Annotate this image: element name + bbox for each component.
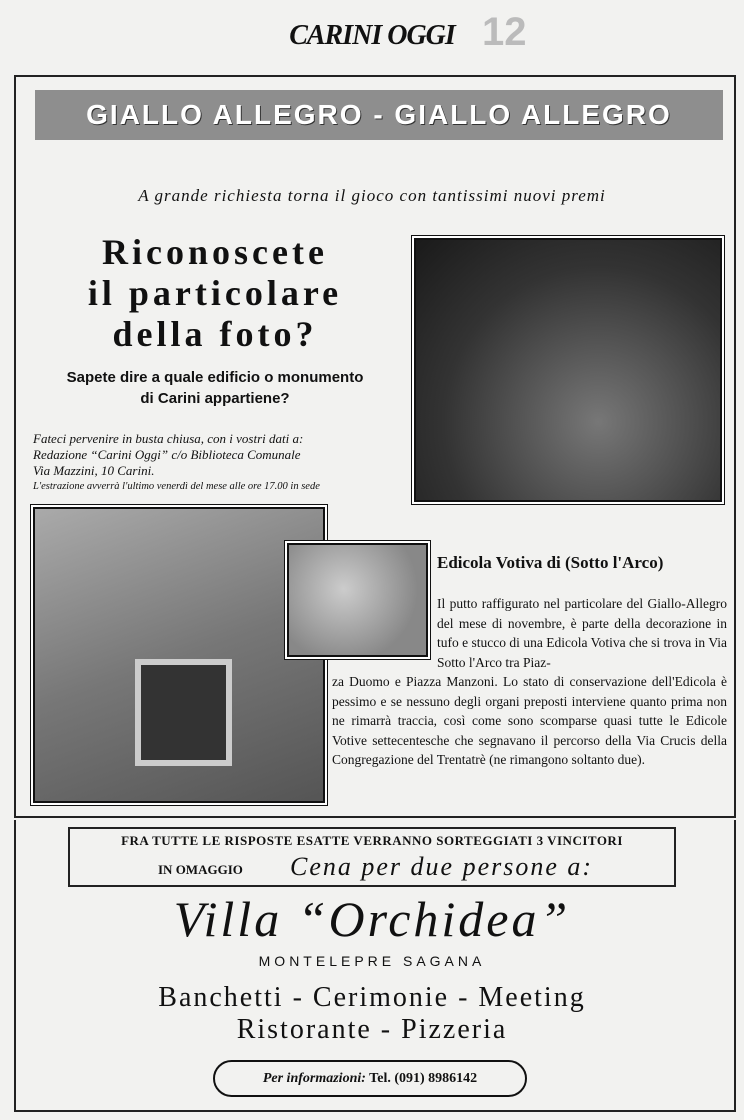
instructions — [33, 431, 413, 495]
headline-line: il particolare — [87, 273, 343, 313]
banner: GIALLO ALLEGRO - GIALLO ALLEGRO — [35, 90, 723, 140]
services-line: Ristorante - Pizzeria — [236, 1014, 508, 1045]
question-line: di Carini appartiene? — [140, 390, 290, 407]
instruction-line: Fateci pervenire in busta chiusa, con i vostri dati a: — [33, 431, 304, 446]
article-body: Il putto raffigurato nel particolare del Giallo-Allegro del mese di novembre, è parte della decorazione in tufo e stucco di una Edicola Votiva che si trova in Via Sotto l'Arco tra Piaz- — [437, 596, 727, 670]
instruction-line: Via Mazzini, 10 Carini. — [33, 463, 155, 478]
services-line: Banchetti - Cerimonie - Meeting — [158, 982, 586, 1013]
edicola-photo — [33, 507, 325, 803]
subtitle: A grande richiesta torna il gioco con tantissimi nuovi premi — [138, 186, 606, 205]
page-number: 12 — [482, 10, 527, 54]
prize-label: IN OMAGGIO — [158, 862, 243, 877]
masthead — [0, 8, 744, 58]
headline — [30, 232, 400, 355]
instruction-line: Redazione “Carini Oggi” c/o Biblioteca Comunale — [33, 447, 301, 462]
info-label: Per informazioni: — [262, 1071, 366, 1086]
headline-line: della foto? — [112, 314, 318, 354]
madonna-painting — [135, 659, 232, 766]
question-line: Sapete dire a quale edificio o monumento — [66, 369, 364, 386]
restaurant-name: Villa “Orchidea” — [173, 891, 571, 947]
headline-line: Riconoscete — [102, 232, 328, 272]
restaurant-location: MONTELEPRE SAGANA — [258, 953, 486, 969]
question — [30, 367, 400, 409]
draw-note: L'estrazione avverrà l'ultimo venerdì del mese alle ore 17.00 in sede — [33, 481, 320, 492]
article-text — [332, 594, 727, 770]
prize-text: FRA TUTTE LE RISPOSTE ESATTE VERRANNO SORTEGGIATI 3 VINCITORI — [121, 833, 623, 848]
quiz-detail-photo — [414, 238, 722, 502]
article-title: Edicola Votiva di (Sotto l'Arco) — [437, 553, 664, 572]
photo-wrap-spacer — [332, 594, 437, 672]
phone-number: Tel. (091) 8986142 — [369, 1071, 478, 1086]
contact-info — [213, 1060, 527, 1097]
article-body-continued: za Duomo e Piazza Manzoni. Lo stato di conservazione dell'Edicola è pessimo e se nessuno degli organi preposti interviene quanto prima non ne rimarrà traccia, così come sono scomparse quasi tutte le Edicole Votive settecentesche che segnavano il percorso della Via Crucis della Congregazione del Trentatrè (ne rimangono soltanto due). — [332, 674, 727, 767]
prize-offer: Cena per due persone a: — [290, 852, 594, 881]
magazine-title: CARINI OGGI — [289, 20, 455, 51]
